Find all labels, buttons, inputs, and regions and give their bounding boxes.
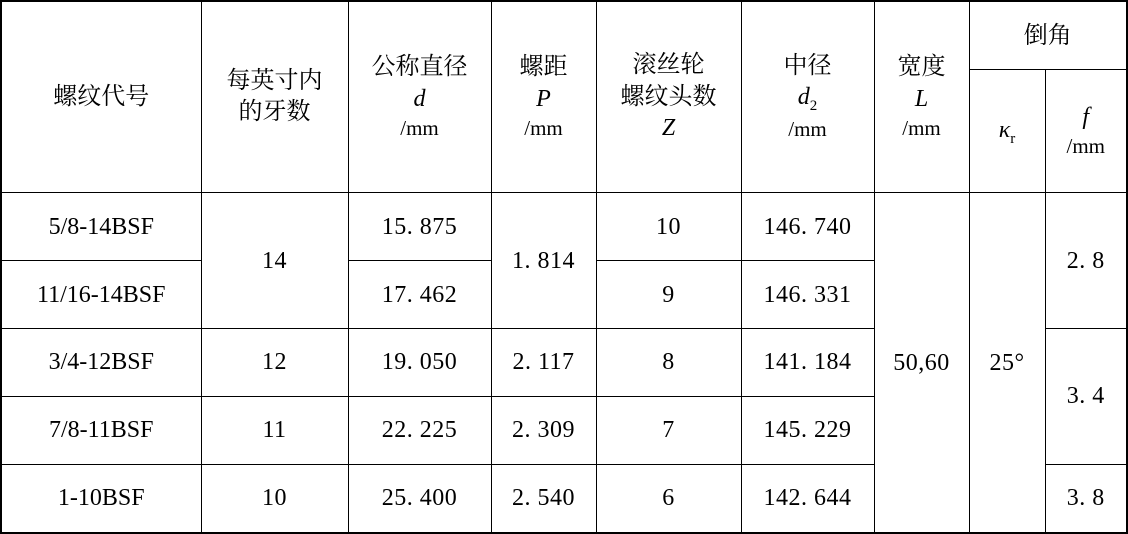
header-width — [874, 1, 969, 193]
cell-nominal-diameter: 22. 225 — [348, 396, 491, 464]
header-width-unit: /mm — [902, 115, 941, 140]
cell-pitch-diameter: 142. 644 — [741, 464, 874, 533]
cell-thread-code: 5/8-14BSF — [1, 193, 201, 261]
header-thread-code — [1, 1, 201, 193]
cell-pitch-diameter: 146. 740 — [741, 193, 874, 261]
header-roller-heads — [596, 1, 741, 193]
cell-thread-code: 3/4-12BSF — [1, 329, 201, 397]
header-nominal-diameter-label: 公称直径 — [371, 54, 468, 81]
header-nominal-diameter-symbol: d — [413, 85, 426, 112]
header-pitch-unit: /mm — [524, 115, 563, 140]
table-row — [1, 193, 1127, 261]
header-nominal-diameter — [348, 1, 491, 193]
cell-teeth-per-inch: 10 — [201, 464, 348, 533]
cell-pitch: 2. 117 — [491, 329, 596, 397]
header-chamfer-f — [1045, 70, 1127, 193]
cell-thread-code: 1-10BSF — [1, 464, 201, 533]
cell-chamfer-kappa: 25° — [969, 193, 1045, 533]
header-chamfer-label: 倒角 — [1023, 22, 1072, 49]
header-pitch-diameter-symbol: d — [797, 84, 810, 111]
cell-roller-heads: 8 — [596, 329, 741, 397]
header-pitch-symbol: P — [536, 85, 551, 112]
header-chamfer-f-symbol: f — [1082, 104, 1090, 131]
header-pitch-diameter-subscript: 2 — [809, 97, 818, 114]
header-teeth-per-inch — [201, 1, 348, 193]
cell-pitch-diameter: 141. 184 — [741, 329, 874, 397]
header-chamfer-kappa-symbol: κ — [998, 116, 1011, 143]
header-nominal-diameter-unit: /mm — [400, 115, 439, 140]
header-chamfer-f-unit: /mm — [1066, 134, 1105, 159]
cell-pitch-diameter: 146. 331 — [741, 261, 874, 329]
cell-nominal-diameter: 25. 400 — [348, 464, 491, 533]
header-width-label: 宽度 — [897, 54, 946, 81]
header-pitch-diameter — [741, 1, 874, 193]
header-chamfer-kappa-subscript: r — [1010, 130, 1016, 147]
cell-teeth-per-inch: 14 — [201, 193, 348, 329]
header-teeth-per-inch-line2: 的牙数 — [238, 99, 311, 126]
cell-chamfer-f: 3. 8 — [1045, 464, 1127, 533]
header-row-main — [1, 1, 1127, 70]
header-chamfer — [969, 1, 1127, 70]
header-chamfer-kappa — [969, 70, 1045, 193]
cell-pitch: 1. 814 — [491, 193, 596, 329]
header-thread-code-label: 螺纹代号 — [53, 84, 150, 111]
cell-width: 50,60 — [874, 193, 969, 533]
header-width-symbol: L — [914, 85, 929, 112]
cell-thread-code: 7/8-11BSF — [1, 396, 201, 464]
header-pitch-diameter-unit: /mm — [788, 117, 827, 142]
cell-chamfer-f: 2. 8 — [1045, 193, 1127, 329]
header-roller-heads-symbol: Z — [661, 114, 676, 141]
header-pitch-diameter-label: 中径 — [783, 52, 832, 79]
header-teeth-per-inch-line1: 每英寸内 — [226, 68, 323, 95]
cell-roller-heads: 10 — [596, 193, 741, 261]
header-roller-heads-line2: 螺纹头数 — [620, 83, 717, 110]
cell-teeth-per-inch: 11 — [201, 396, 348, 464]
cell-nominal-diameter: 19. 050 — [348, 329, 491, 397]
header-pitch — [491, 1, 596, 193]
cell-pitch: 2. 540 — [491, 464, 596, 533]
header-roller-heads-line1: 滚丝轮 — [632, 52, 705, 79]
cell-nominal-diameter: 17. 462 — [348, 261, 491, 329]
cell-thread-code: 11/16-14BSF — [1, 261, 201, 329]
cell-pitch: 2. 309 — [491, 396, 596, 464]
cell-teeth-per-inch: 12 — [201, 329, 348, 397]
cell-pitch-diameter: 145. 229 — [741, 396, 874, 464]
cell-chamfer-f: 3. 4 — [1045, 329, 1127, 465]
cell-nominal-diameter: 15. 875 — [348, 193, 491, 261]
header-pitch-label: 螺距 — [519, 54, 568, 81]
cell-roller-heads: 9 — [596, 261, 741, 329]
cell-roller-heads: 6 — [596, 464, 741, 533]
cell-roller-heads: 7 — [596, 396, 741, 464]
